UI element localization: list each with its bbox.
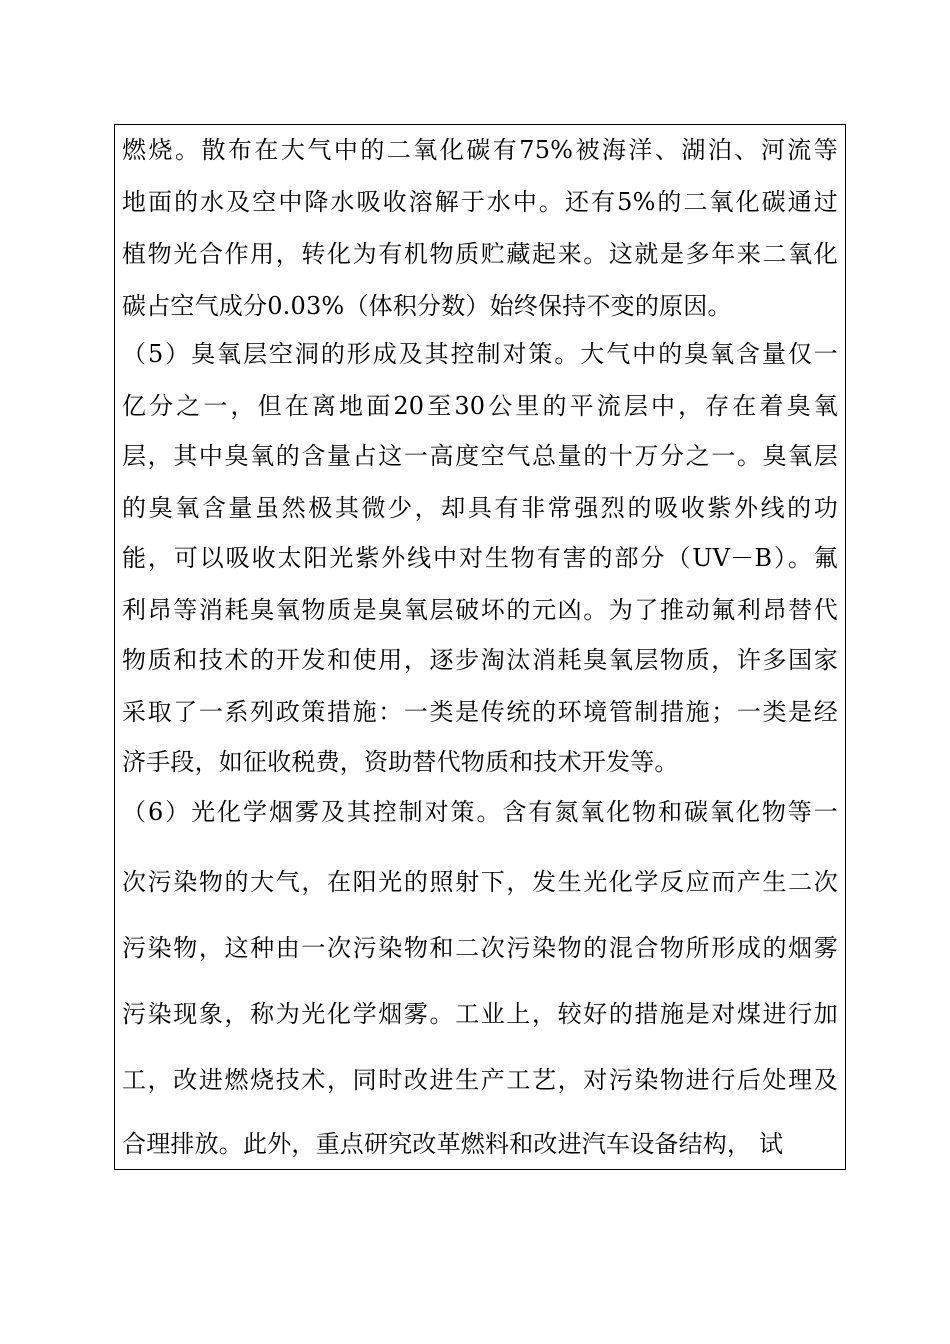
text-line: （5）臭氧层空洞的形成及其控制对策。大气中的臭氧含量仅一 — [122, 340, 838, 368]
text-line: 次污染物的大气，在阳光的照射下，发生光化学反应而产生二次 — [122, 868, 838, 896]
text-line: 采取了一系列政策措施：一类是传统的环境管制措施；一类是经 — [122, 698, 838, 726]
text-line: 地面的水及空中降水吸收溶解于水中。还有5%的二氧化碳通过 — [122, 188, 838, 216]
text-line: 污染现象，称为光化学烟雾。工业上，较好的措施是对煤进行加 — [122, 1000, 838, 1028]
text-line: 碳占空气成分0.03%（体积分数）始终保持不变的原因。 — [122, 292, 732, 320]
text-line: 利昂等消耗臭氧物质是臭氧层破坏的元凶。为了推动氟利昂替代 — [122, 596, 838, 624]
text-line: 植物光合作用，转化为有机物质贮藏起来。这就是多年来二氧化 — [122, 240, 838, 268]
text-line: 合理排放。此外，重点研究改革燃料和改进汽车设备结构， 试 — [122, 1130, 784, 1158]
text-line: 污染物，这种由一次污染物和二次污染物的混合物所形成的烟雾 — [122, 934, 838, 962]
text-line: 工，改进燃烧技术，同时改进生产工艺，对污染物进行后处理及 — [122, 1066, 838, 1094]
text-line: 层，其中臭氧的含量占这一高度空气总量的十万分之一。臭氧层 — [122, 442, 838, 470]
text-line: 物质和技术的开发和使用，逐步淘汰消耗臭氧层物质，许多国家 — [122, 646, 838, 674]
text-line: 济手段，如征收税费，资助替代物质和技术开发等。 — [122, 748, 679, 776]
text-line: 的臭氧含量虽然极其微少，却具有非常强烈的吸收紫外线的功 — [122, 494, 838, 522]
text-line: （6）光化学烟雾及其控制对策。含有氮氧化物和碳氧化物等一 — [122, 798, 838, 826]
text-line: 能，可以吸收太阳光紫外线中对生物有害的部分（UV－B）。氟 — [122, 544, 838, 572]
text-line: 燃烧。散布在大气中的二氧化碳有75%被海洋、湖泊、河流等 — [122, 136, 838, 164]
text-line: 亿分之一，但在离地面20至30公里的平流层中，存在着臭氧 — [122, 392, 838, 420]
